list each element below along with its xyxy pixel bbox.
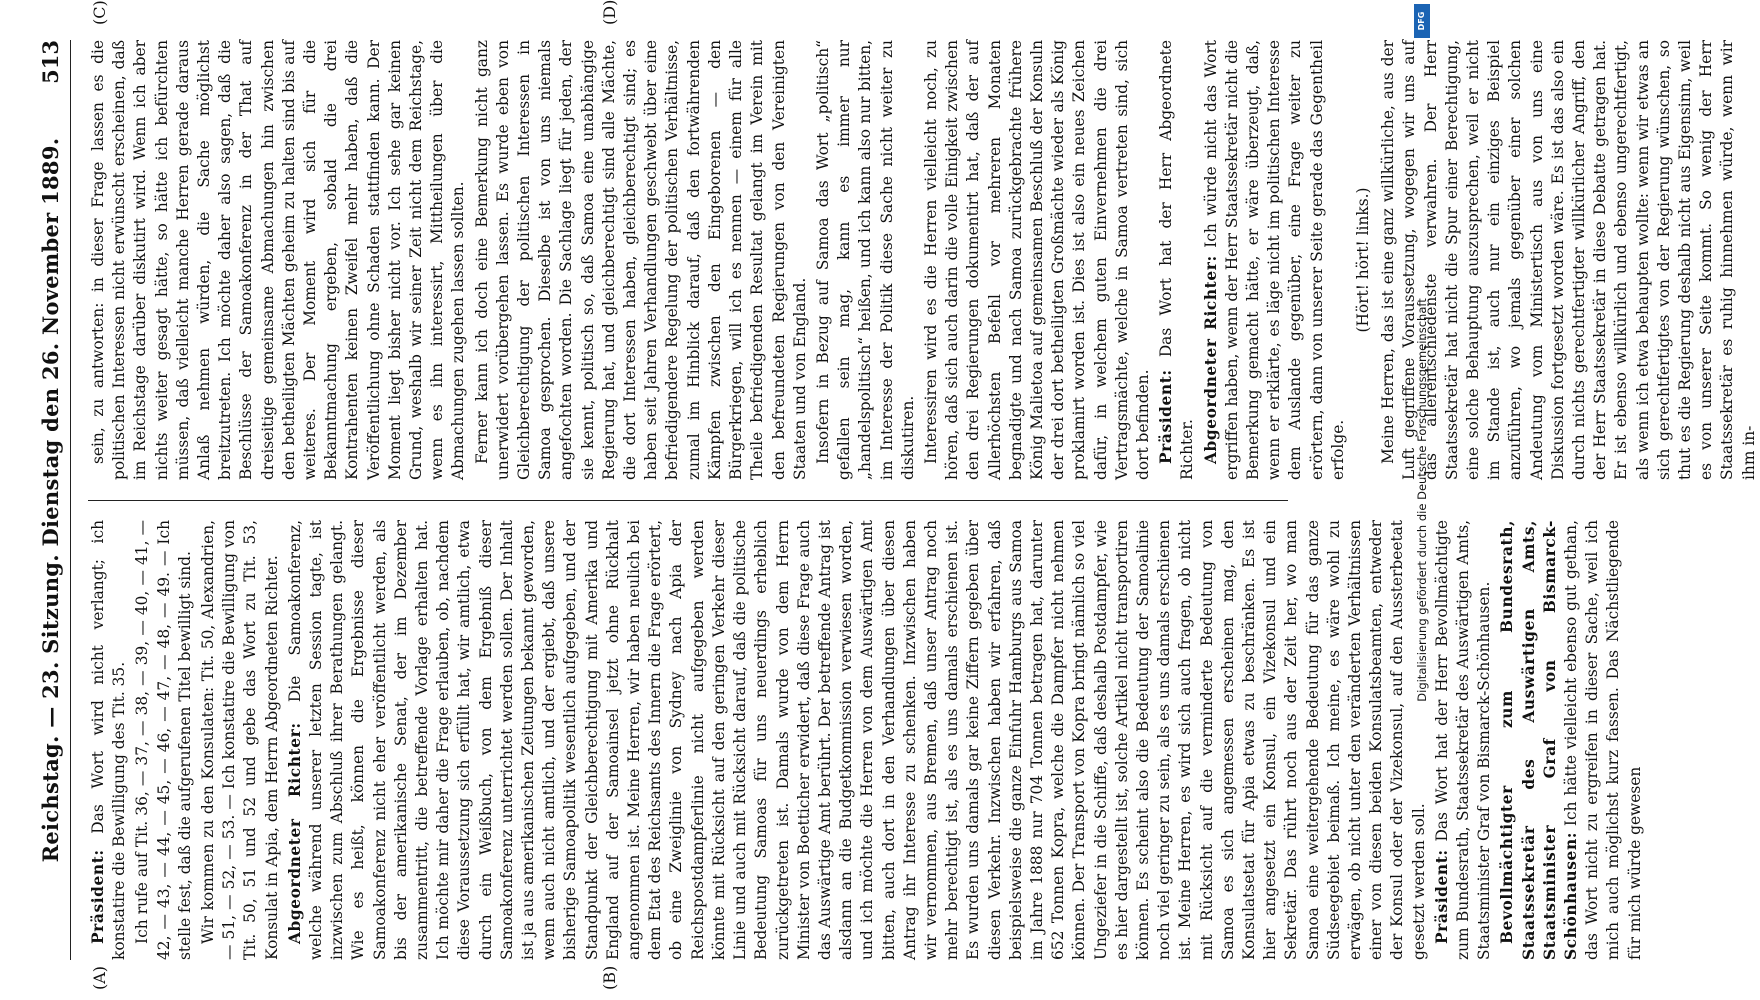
dfg-logo (1414, 4, 1430, 38)
left-column (88, 520, 1644, 960)
speaker-name: Bevollmächtigter zum Bundesrath, Staatssekretär des Auswärtigen Amts, Staatsminister Graf von Bismarck-Schönhausen: (1498, 520, 1581, 960)
paragraph (1353, 40, 1374, 480)
paragraph-text: Insofern in Bezug auf Samoa das Wort „politisch“ gefallen sein mag, kann es immer nur „handelspolitisch“ heißen, und ich kann also nur bitten, im Interesse der Politik diese Sache nicht weiter zu diskutiren. (813, 40, 917, 480)
column-rule (88, 500, 1288, 501)
paragraph-text: Das Wort wird nicht verlangt; ich konstatire die Bewilligung des Tit. 35. (89, 520, 129, 960)
margin-letter-c: (C) (90, 0, 109, 25)
paragraph (1378, 40, 1760, 480)
paragraph (472, 40, 811, 480)
paragraph (1201, 40, 1349, 480)
paragraph-text: sein, zu antworten: in dieser Frage lassen es die politischen Interessen nicht erwünscht erscheinen, daß im Reichstage darüber diskutirt wird. Wenn ich aber nichts weiter gesagt hätte, so hätte ich befürchten müssen, daß vielleicht manche Herren gerade daraus Anlaß nehmen würden, die Sache möglichst breitzutreten. Ich möchte daher also sagen, daß die Beschlüsse der Samoakonferenz in der That auf dreiseitige gemeinsame Abmachungen hin zwischen den betheiligten Mächten geheim zu halten sind bis auf weiteres. Der Moment wird sich für die Bekanntmachung ergeben, sobald die drei Kontrahenten keinen Zweifel mehr haben, daß die Veröffentlichung ohne Schaden stattfinden kann. Der Moment liegt bisher nicht vor. Ich sehe gar keinen Grund, weshalb wir seiner Zeit nicht dem Reichstage, wenn es ihn interessirt, Mittheilungen über die Abmachungen zugehen lassen sollten. (89, 40, 468, 480)
speaker-name: Präsident: (1432, 849, 1451, 944)
paragraph-text: Die Samoakonferenz, welche während unserer letzten Session tagte, ist inzwischen zum Abschluß ihrer Berathungen gelangt. Wie es heißt, können die Ergebnisse dieser Samoakonferenz nicht eher veröffentlicht werden, als bis der amerikanische Senat, der im Dezember zusammentritt, die betreffende Vorlage erhalten hat. Ich möchte mir daher die Frage erlauben, ob, nachdem diese Voraussetzung sich erfüllt hat, wir amtlich, etwa durch ein Weißbuch, von dem Ergebniß dieser Samoakonferenz unterrichtet werden sollen. Der Inhalt ist ja aus amerikanischen Zeitungen bekannt geworden, wenn auch nicht amtlich, und der ergiebt, daß unsere bisherige Samoapolitik wesentlich aufgegeben, und der Standpunkt der Gleichberechtigung mit Amerika und England auf der Samoainsel jetzt ohne Rückhalt angenommen ist. Meine Herren, wir haben neulich bei dem Etat des Reichsamts des Innern die Frage erörtert, ob eine Zweiglinie von Sydney nach Apia der Reichspostdampferlinie nicht aufgegeben werden könnte mit Rücksicht auf den geringen Verkehr dieser Linie und auch mit Rücksicht darauf, daß die politische Bedeutung Samoas für uns neuerdings erheblich zurückgetreten ist. Damals wurde von dem Herrn Minister von Boetticher erwidert, daß diese Frage auch das Auswärtige Amt berührt. Der betreffende Antrag ist alsdann an die Budgetkommission verwiesen worden, und ich möchte die Herren von dem Auswärtigen Amt bitten, auch dort in den Verhandlungen über diesen Antrag ihr Interesse zu schenken. Inzwischen haben wir vernommen, aus Bremen, daß unser Antrag noch mehr berechtigt ist, als es uns damals erschienen ist. Es wurden uns damals gar keine Ziffern gegeben über diesen Verkehr. Inzwischen haben wir erfahren, daß beispielsweise die ganze Einfuhr Hamburgs aus Samoa im Jahre 1888 nur 704 Tonnen betragen hat, darunter 652 Tonnen Kopra, welche die Dampfer nicht nehmen können. Der Transport von Kopra bringt nämlich so viel Ungeziefer in die Schiffe, daß deshalb Postdampfer, wie es hier dargestellt ist, solche Artikel nicht transportiren können. Es scheint also die Bedeutung der Samoalinie noch viel geringer zu sein, als es uns damals erschienen ist. Meine Herren, es wird sich auch fragen, ob nicht mit Rücksicht auf die verminderte Bedeutung von Samoa es sich angemessen erscheinen mag, den Konsulatsetat für Apia etwas zu beschränken. Es ist hier angesetzt ein Konsul, ein Vizekonsul und ein Sekretär. Das rührt noch aus der Zeit her, wo man Samoa eine weitergehende Bedeutung für das ganze Südseegebiet beimaß. Ich meine, es wäre wohl zu erwägen, ob nicht unter den veränderten Verhältnissen einer von diesen beiden Konsulatsbeamten, entweder der Konsul oder der Vizekonsul, auf den Aussterbeetat gesetzt werden soll. (285, 520, 1428, 960)
paragraph (1432, 520, 1496, 960)
paragraph-text: Ich rufe auf Tit. 36, — 37, — 38, — 39, — 40, — 41, — 42, — 43, — 44, — 45, — 46, — 47, — 48, — 49. — Ich stelle fest, daß die aufgerufenen Titel bewilligt sind. (133, 520, 194, 960)
paragraph-text: Wir kommen zu den Konsulaten: Tit. 50, Alexandrien, — 51, — 52, — 53. — Ich konstatire die Bewilligung von Tit. 50, 51 und 52 und gebe das Wort zu Tit. 53, Konsulat in Apia, dem Herrn Abgeordneten Richter. (199, 520, 281, 960)
paragraph-text: Das Wort hat der Herr Abgeordnete Richter. (1157, 40, 1197, 480)
paragraph (88, 520, 130, 960)
paragraph (921, 40, 1154, 480)
page-header (38, 40, 78, 960)
speaker-name: Präsident: (1157, 369, 1176, 464)
paragraph (88, 40, 470, 480)
paragraph-text: Interessiren wird es die Herren vielleicht noch, zu hören, daß sich auch darin die volle Einigkeit zwischen den drei Regierungen dokumentirt hat, daß der auf Allerhöchsten Befehl vor mehreren Monaten begnadigte und nach Samoa zurückgebrachte frühere König Malietoa auf gemeinsamen Beschluß der Konsuln der drei dort betheiligten Großmächte wieder als König proklamirt worden ist. Dies ist also ein neues Zeichen dafür, in welchem guten Einvernehmen die drei Vertragsmächte, welche in Samoa vertreten sind, sich dort befinden. (921, 40, 1152, 480)
margin-letter-a: (A) (90, 965, 109, 990)
paragraph-text: Das Wort hat der Herr Bevollmächtigte zum Bundesrath, Staatssekretär des Auswärtigen Amts, Staatsminister Graf von Bismarck-Schönhausen. (1432, 520, 1494, 960)
speaker-name: Abgeordneter Richter: (285, 722, 304, 944)
paragraph-text: Ich würde nicht das Wort ergriffen haben, wenn der Herr Staatssekretär nicht die Bemerkung gemacht hätte, er wäre überzeugt, daß, wenn er erklärte, es läge nicht im politischen Interesse dem Auslande gegenüber, eine Frage weiter zu erörtern, dann von unserer Seite gerade das Gegentheil erfolge. (1201, 40, 1347, 480)
paragraph (132, 520, 196, 960)
margin-letter-b: (B) (600, 965, 619, 990)
speaker-name: Abgeordneter Richter: (1201, 255, 1220, 464)
paragraph-text: Meine Herren, das ist eine ganz willkürliche, aus der Luft gegriffene Voraussetzung, wogegen wir uns auf das allerentschiedenste verwahren. Der Herr Staatssekretär hat nicht die Spur einer Berechtigung, eine solche Behauptung auszusprechen, weil er nicht im Stande ist, auch nur ein einziges Beispiel anzuführen, wo jemals gegenüber einer solchen Andeutung vom Ministertisch aus von uns eine Diskussion fortgesetzt worden wäre. Es ist das also ein durch nichts gerechtfertigter willkürlicher Angriff, den der Herr Staatssekretär in diese Debatte getragen hat. Er ist ebenso willkürlich und ebenso ungerechtfertigt, als wenn ich etwa behaupten wollte: wenn wir etwas an sich gerechtfertigtes von der Regierung wünschen, so thut es die Regierung deshalb nicht aus Eigensinn, weil es von unserer Seite kommt. So wenig der Herr Staatssekretär es ruhig hinnehmen würde, wenn wir ihm in- (1379, 40, 1758, 480)
header-title: Reichstag. — 23. Sitzung. Dienstag den 26. November 1889. (38, 137, 63, 863)
right-column (88, 40, 1758, 480)
dfg-logo-text: DFG (1417, 11, 1426, 31)
paragraph (198, 520, 283, 960)
paragraph-text: (Hört! hört! links.) (1353, 187, 1372, 333)
paragraph (813, 40, 919, 480)
page-number: 513 (38, 40, 63, 84)
footer (1412, 0, 1432, 1000)
margin-letter-d: (D) (600, 0, 619, 25)
header-rule (70, 40, 71, 960)
paragraph (285, 520, 1430, 960)
paragraph-text: Ferner kann ich doch eine Bemerkung nicht ganz unerwidert vorübergehen lassen. Es wurde eben von Gleichberechtigung der politischen Interessen in Samoa gesprochen. Dieselbe ist von uns niemals angefochten worden. Die Sachlage liegt für jeden, der sie kennt, politisch so, daß Samoa eine unabhängige Regierung hat, und gleichberechtigt sind alle Mächte, die dort Interessen haben, gleichberechtigt sind; es haben seit Jahren Verhandlungen geschwebt über eine befriedigendere Regelung der politischen Verhältnisse, zumal im Hinblick darauf, daß den fortwährenden Kämpfen zwischen den Eingeborenen — den Bürgerkriegen, will ich es nennen — einem für alle Theile befriedigenden Resultat gelangt im Verein mit den befreundeten Regierungen von den Vereinigten Staaten und von England. (472, 40, 809, 480)
footer-credit: Digitalisierung gefördert durch die Deutsche Forschungsgemeinschaft (1415, 298, 1429, 702)
speaker-name: Präsident: (89, 849, 107, 944)
paragraph (1497, 520, 1645, 960)
paragraph (1156, 40, 1198, 480)
paragraph-text: Ich hätte vielleicht ebenso gut gethan, das Wort nicht zu ergreifen in dieser Sache, weil ich mich auch möglichst kurz fassen. Das Nächstliegende für mich würde gewesen (1562, 520, 1644, 960)
